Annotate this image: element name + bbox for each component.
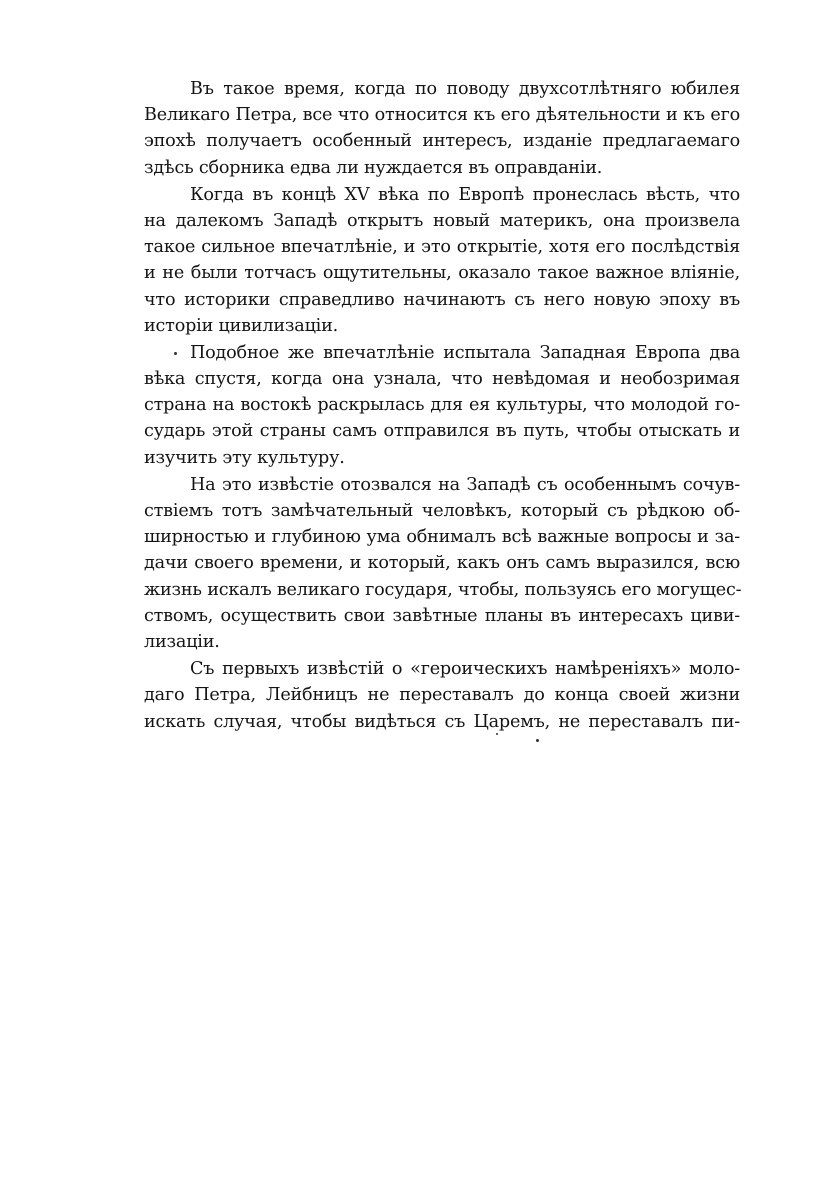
text-line: страна на востокѣ раскрылась для ея культуры, что молодой го- bbox=[144, 395, 740, 416]
paragraph-5 bbox=[144, 656, 740, 735]
text-line: такое сильное впечатлѣніе, и это открытіе, хотя его послѣдствія bbox=[144, 237, 740, 258]
text-line: даго Петра, Лейбницъ не переставалъ до конца своей жизни bbox=[144, 685, 740, 706]
text-line: жизнь искалъ великаго государя, чтобы, пользуясь его могущес- bbox=[144, 579, 742, 600]
scan-speck bbox=[496, 733, 498, 735]
text-line: дачи своего времени, и который, какъ онъ самъ выразился, всю bbox=[144, 553, 740, 574]
paragraph-1 bbox=[144, 76, 740, 181]
text-line: Подобное же впечатлѣніе испытала Западная Европа два bbox=[190, 342, 740, 363]
text-line: искать случая, чтобы видѣться съ Царемъ, не переставалъ пи- bbox=[144, 711, 740, 732]
text-line: вѣка спустя, когда она узнала, что невѣдомая и необозримая bbox=[144, 369, 740, 390]
text-line: Съ первыхъ извѣстій о «героическихъ намѣреніяхъ» моло- bbox=[190, 659, 740, 680]
text-line: здѣсь сборника едва ли нуждается въ оправданіи. bbox=[144, 157, 603, 178]
paragraph-2 bbox=[144, 182, 740, 339]
paragraph-3 bbox=[144, 340, 740, 471]
text-line: лизаціи. bbox=[144, 631, 220, 652]
body-text bbox=[144, 76, 740, 735]
text-line: изучить эту культуру. bbox=[144, 447, 345, 468]
text-line: что историки справедливо начинаютъ съ него новую эпоху въ bbox=[144, 289, 740, 310]
text-line: Въ такое время, когда по поводу двухсотлѣтняго юбилея bbox=[190, 79, 740, 99]
text-line: Великаго Петра, все что относится къ его дѣятельности и къ его bbox=[144, 105, 740, 126]
paragraph-4 bbox=[144, 472, 740, 655]
text-line: ствомъ, осуществить свои завѣтные планы въ интересахъ циви- bbox=[144, 605, 740, 626]
text-line: ширностью и глубиною ума обнималъ всѣ важные вопросы и за- bbox=[144, 527, 740, 548]
text-line: сударь этой страны самъ отправился въ путь, чтобы отыскать и bbox=[144, 421, 740, 442]
text-line: исторіи цивилизаціи. bbox=[144, 315, 339, 336]
text-line: и не были тотчасъ ощутительны, оказало такое важное вліяніе, bbox=[144, 263, 740, 284]
text-line: ствіемъ тотъ замѣчательный человѣкъ, который съ рѣдкою об- bbox=[144, 501, 740, 521]
scan-speck bbox=[174, 352, 177, 355]
text-line: на далекомъ Западѣ открытъ новый материкъ, она произвела bbox=[144, 210, 740, 231]
text-line: эпохѣ получаетъ особенный интересъ, изданіе предлагаемаго bbox=[144, 131, 740, 152]
text-line: На это извѣстіе отозвался на Западѣ съ особеннымъ сочув- bbox=[190, 474, 740, 495]
scan-speck bbox=[536, 739, 539, 742]
text-line: Когда въ концѣ XV вѣка по Европѣ пронеслась вѣсть, что bbox=[190, 184, 740, 205]
